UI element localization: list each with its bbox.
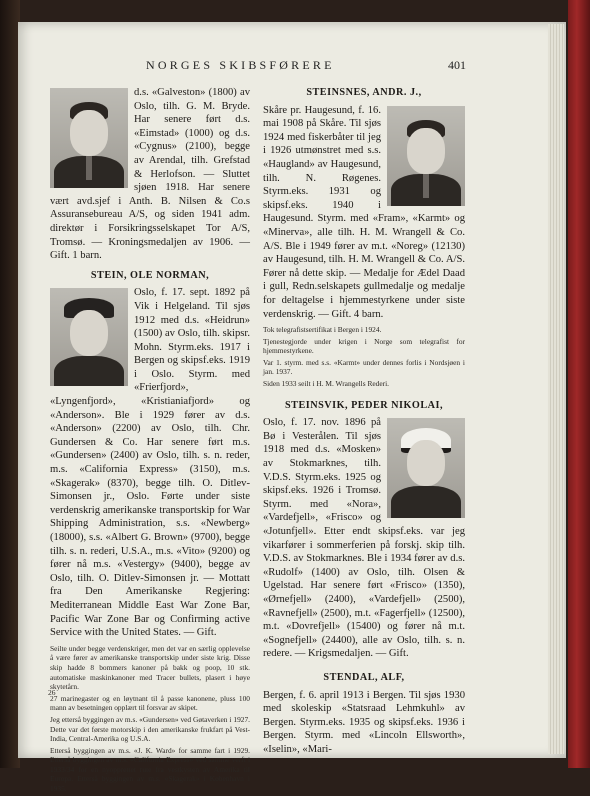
portrait-photo-captain <box>387 418 465 518</box>
page-edges <box>548 24 564 754</box>
book-cover-left <box>0 0 20 768</box>
signature-number: 26 <box>48 688 56 697</box>
page-number: 401 <box>448 58 466 72</box>
entry-heading: STEIN, OLE NORMAN, <box>90 269 210 281</box>
entry-text: d.s. «Galveston» (1800) av Oslo, tilh. G. M. Bryde. Har senere ført d.s. «Eimstad» (1000) og d.s. «Cygnus» (2100), begge av Arendal, tilh. Grefstad & Herlofson. — Sluttet sjøen 1918. Har senere vært avd.sjef i Anth. B. Nilsen & Co.s Assuransebureau A/S, og siden 1941 adm. direktør i Forsikringsselskapet Tor A/S, Tromsø. — Kroningsmedaljen av 1906. — Gift. 1 barn. <box>50 87 250 262</box>
entry-text: Oslo, f. 17. sept. 1892 på Vik i Helgeland. Til sjøs 1912 med d.s. «Heidrun» (1500) av Oslo, tilh. skipsr. Mohn. Styrm.eks. 1917 i Bergen og skipsf.eks. 1919 i Oslo. Styrm. med «Frierfjord», «Lyngenfjord», «Kristianiafjord» og «Anderson». Ble i 1929 fører av d.s. «Anderson» (2200) av Oslo, tilh. Chr. Gundersen & Co. Har senere ført m.s. «Gundersen» (2400) av Oslo, tilh. s. n. reder, m.s. «California Express» (3150), m.s. «Skagerak» (8370), begge tilh. O. Ditlev-Simonsen jr., Oslo. Førte under siste verdenskrig amerikanske transportskip for War Shipping Administration, s.s. «Newberg» (18000), s.s. «Albert G. Brown» (9700), begge tilh. s. n. rederi, U.S.A., m.s. «Vito» (9200) og fører nå m.s. «Vestergy» (9400), begge av Oslo, tilh. O. Ditlev-Simonsen jr. — Mottatt fra Den Amerikanske Regjering: Mediterranean Middle East War Zone Bar, Pacific War Zone Bar og Confirming active Service with the United States. — Gift. <box>50 287 250 639</box>
entry-heading: STEINSNES, ANDR. J., <box>306 87 422 98</box>
book-cover-right <box>568 0 590 768</box>
entry-heading: STENDAL, ALF, <box>323 671 405 683</box>
right-column <box>263 86 465 757</box>
footnote: Tjenestegjorde under krigen i Norge som telegrafist for hjemmestyrkene. <box>263 336 465 356</box>
footnote: Etterså byggingen av m.s. «J. K. Ward» for samme fart i 1929. Etterså byggingen av m.s. «California Express» ved samme verft i 1933/34 for en nyopprettet rute fra vestkysten av Amerika til Europa. Etterså byggingen av m.s. «Skagerak» i København i 1935. <box>50 745 250 794</box>
entry-text: Bergen, f. 6. april 1913 i Bergen. Til sjøs 1930 med skoleskip «Statsraad Lehmkuhl» av Bergen. Styrm.eks. 1935 og skipsf.eks. 1936 i Bergen. Styrm. med «Lincoln Ellsworth», «Iselin», «Mari- <box>263 689 465 755</box>
footnote: Var 1. styrm. med s.s. «Karmt» under dennes forlis i Nordsjøen i jan. 1937. <box>263 357 465 377</box>
footnotes <box>50 644 250 794</box>
footnote: Jeg etterså byggingen av m.s. «Gundersen» ved Gøtaverken i 1927. Dette var det første motorskip i den amerikanske frukfart på Vest-India, Central-Amerika og U.S.A. <box>50 714 250 744</box>
portrait-photo-captain <box>50 288 128 386</box>
portrait-photo <box>387 106 465 206</box>
footnote: Tok telegrafistsertifikat i Bergen i 1924. <box>263 325 382 335</box>
footnote: Seilte under begge verdenskriger, men det var en særlig opplevelse å være fører av amerikanske transportskip under siste krig. Disse skip hadde 8 bommers kanoner på bakk og poop, 10 stk. automatiske maskinkanoner med Tracer bullets, plasert i høye skytetårn. <box>50 643 250 692</box>
footnote: 27 marinegaster og en løytnant til å passe kanonene, pluss 100 mann av besetningen opplært til forsvar av skipet. <box>50 693 250 713</box>
portrait-photo <box>50 88 128 188</box>
entry-text: Oslo, f. 17. nov. 1896 på Bø i Vesterålen. Til sjøs 1918 med d.s. «Mosken» av Stokmarknes, tilh. V.D.S. Styrm.eks. 1925 og skipsf.eks. 1926 i Tromsø. Styrm. med «Nora», «Vardefjell», «Frisco» og «Jotunfjell». Etter endt skipsf.eks. var jeg vikarfører i sommerferien på forskj. skip tilh. V.D.S. av Stokmarknes. Ble i 1934 fører av d.s. «Rudolf» (1400) av Oslo, tilh. Olsen & Ugelstad. Har senere ført «Frisco» (1350), «Ørnefjell» (2400), «Vardefjell» (2500), «Ravnefjell» (2500), m.t. «Fagerfjell» (12500), m.t. «Dovrefjell» (15400) og fører nå m.t. «Sognefjell» (24400), alle av Oslo, tilh. s. n. redere. — Krigsmedaljen. — Gift. <box>263 417 465 660</box>
entry-text: Skåre pr. Haugesund, f. 16. mai 1908 på Skåre. Til sjøs 1924 med fiskerbåter til jeg i 1926 utmønstret med s.s. «Haugland» av Haugesund, tilh. N. Røgenes. Styrm.eks. 1931 og skipsf.eks. 1940 i Haugesund. Styrm. med «Fram», «Karmt» og «Minerva», alle tilh. H. M. Wrangell & Co. A/S. Ble i 1949 fører av m.t. «Noreg» (12130) av Haugesund, tilh. H. M. Wrangell & Co. A/S. Fører nå dette skip. — Medalje for Ædel Daad i gull, Redn.selskapets gullmedalje og medalje for deltagelse i hjemmestyrkene under siste verdenskrig. — Gift. 4 barn. <box>263 104 465 320</box>
left-column <box>50 86 250 796</box>
footnotes <box>263 325 465 389</box>
entry-heading: STEINSVIK, PEDER NIKOLAI, <box>285 399 443 411</box>
footnote: Siden 1933 seilt i H. M. Wrangells Rederi. <box>263 379 390 389</box>
running-header: NORGES SKIBSFØRERE <box>146 58 335 72</box>
